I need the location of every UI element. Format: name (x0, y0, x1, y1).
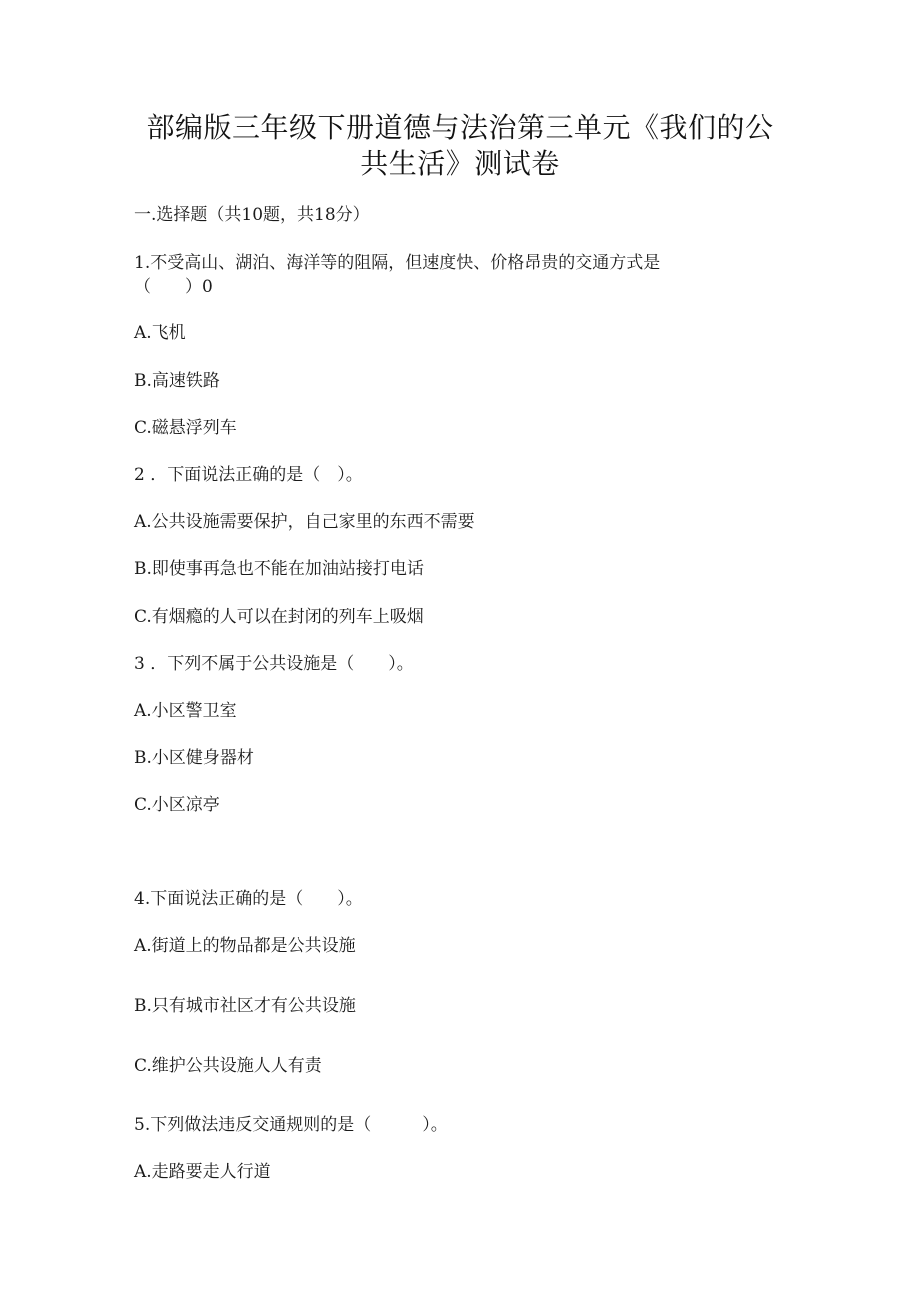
question-2-option-c: C.有烟瘾的人可以在封闭的列车上吸烟 (134, 607, 424, 627)
question-3-option-a: A.小区警卫室 (134, 701, 237, 721)
question-3-option-c: C.小区凉亭 (134, 795, 220, 815)
question-2-option-b: B.即使事再急也不能在加油站接打电话 (134, 559, 424, 579)
question-4-stem: 4.下面说法正确的是（ ）。 (134, 889, 363, 909)
question-3-option-b: B.小区健身器材 (134, 748, 254, 768)
question-4-option-a: A.街道上的物品都是公共设施 (134, 936, 356, 956)
page-title (120, 110, 800, 182)
question-4-option-c: C.维护公共设施人人有责 (134, 1056, 322, 1076)
question-3-stem: 3 ．下列不属于公共设施是（ ）。 (134, 654, 414, 674)
question-1-option-c: C.磁悬浮列车 (134, 418, 237, 438)
title-line-1: 部编版三年级下册道德与法治第三单元《我们的公 (146, 111, 774, 144)
question-1-stem-line-1: 1.不受高山、湖泊、海洋等的阻隔，但速度快、价格昂贵的交通方式是 (134, 253, 661, 273)
question-4-option-b: B.只有城市社区才有公共设施 (134, 996, 356, 1016)
section-heading: 一.选择题（共10题，共18分） (134, 205, 370, 225)
question-2-stem: 2 ．下面说法正确的是（ ）。 (134, 465, 363, 485)
question-1-stem-line-2: （ ）0 (134, 277, 213, 297)
title-line-2: 共生活》测试卷 (360, 147, 560, 180)
question-5-stem: 5.下列做法违反交通规则的是（ ）。 (134, 1115, 448, 1135)
question-1-option-a: A.飞机 (134, 323, 186, 343)
question-5-option-a: A.走路要走人行道 (134, 1162, 271, 1182)
question-2-option-a: A.公共设施需要保护，自己家里的东西不需要 (134, 512, 475, 532)
question-1-option-b: B.高速铁路 (134, 371, 220, 391)
